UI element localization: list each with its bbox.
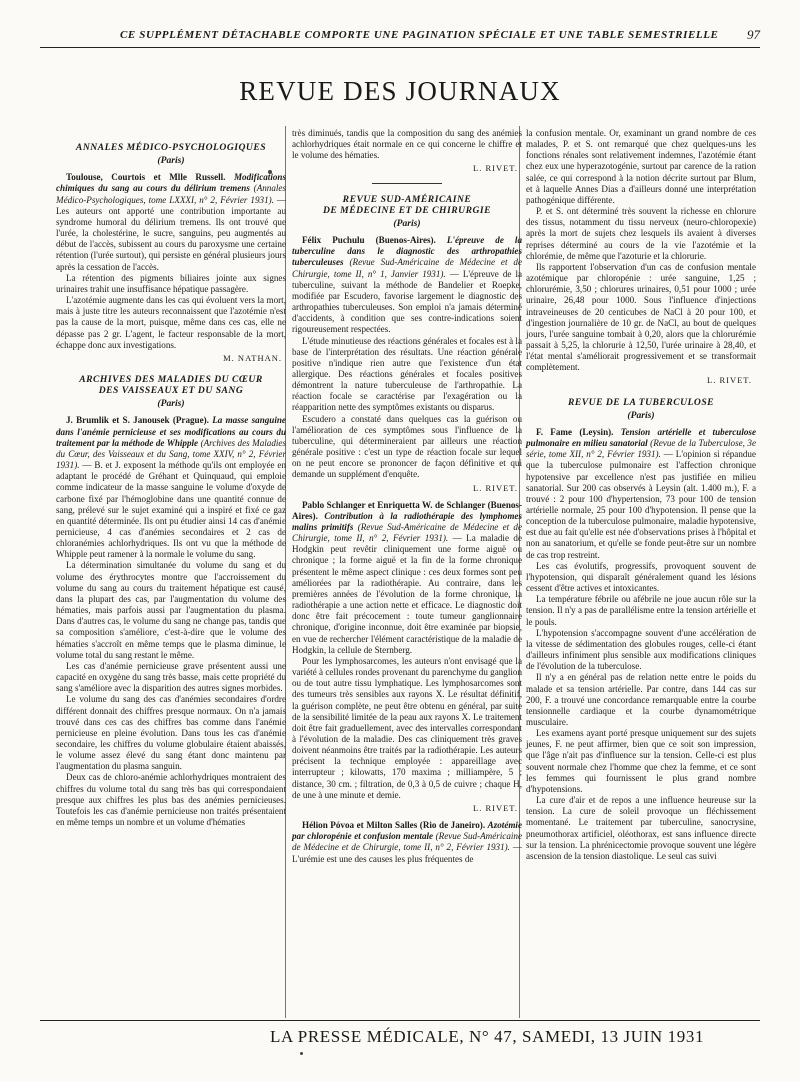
footer-rule: [40, 1020, 760, 1021]
paragraph: Les cas évolutifs, progressifs, provoquent souvent de l'hypotension, qui disparaît généralement quand les lésions cessent d'être actives et intoxicantes.: [526, 560, 756, 594]
paragraph: Les cas d'anémie pernicieuse grave présentent aussi une capacité en oxygène du sang très basse, mais cette propriété du sang s'améliore avec la disparition des autres signes morbides.: [56, 660, 286, 694]
section-heading: REVUE SUD-AMÉRICAINE DE MÉDECINE ET DE CHIRURGIE: [322, 193, 492, 216]
paragraph: La rétention des pigments biliaires jointe aux signes urinaires trahit une insuffisance hépatique passagère.: [56, 272, 286, 294]
article: [56, 172, 286, 272]
article-body: — L'urémie est une des causes les plus fréquentes de: [292, 842, 522, 864]
article-title: La masse sanguine dans l'anémie pernicieuse et ses modifications au cours du traitement par la méthode de Whipple: [56, 415, 286, 448]
article-body: — B. et J. exposent la méthode qu'ils ont employée en adaptant le procédé de Gréhant et Quinquaud, qui emploie comme indicateur de la masse sanguine le volume d'oxyde de carbone fixé par l'hémoglobine dans une quantité connue de sang, prélevé sur le sujet examiné qui a inspiré et fixé ce gaz en quantité déterminée. Ils ont pu étudier ainsi 14 cas d'anémie pernicieuse, 4 cas d'anémies secondaires et 2 cas de chloranémies achlorhydriques. Ils ont vu que la méthode de Whipple peut ramener à la normale le volume du sang.: [56, 460, 286, 560]
ink-dot: [300, 1052, 303, 1055]
article-title: Contribution à la radiothérapie des lymphomes malins primitifs: [292, 510, 523, 532]
paragraph: P. et S. ont déterminé très souvent la richesse en chlorure des tissus, notamment du tissu nerveux (neuro-chloropexie) après la mort de sujets chez lesquels ils avaient à diverses reprises déterminé au cours de la vie l'azotémie et la chlorémie, de même que l'azoturie et la chlorurie.: [526, 206, 756, 261]
article: [56, 415, 286, 560]
running-header: [40, 25, 760, 47]
signature: L. RIVET.: [473, 482, 518, 493]
signature: M. NATHAN.: [223, 352, 282, 363]
paragraph: La cure d'air et de repos a une influence heureuse sur la tension. La cure de soleil provoque un fléchissement momentané. Le traitement par tuberculine, sanocrysine, pneumothorax artificiel, oléothorax, est sans influence directe sur la tension. La phrénicectomie provoque souvent une légère ascension de la tension diastolique. Le seul cas suivi: [526, 795, 756, 861]
section-city: (Paris): [393, 217, 421, 229]
paragraph: La détermination simultanée du volume du sang et du volume des érythrocytes montre que l'accroissement du volume du sang au cours du traitement hépatique est causé, dans la plupart des cas, par l'augmentation du volume des hématies, mais parfois aussi par l'augmentation du plasma. Dans d'autres cas, le volume du sang ne change pas, tandis que sa composition s'améliore, c'est-à-dire que le volume des hématies s'accroît en même temps que le plasma diminue, le volume total du sang restant le même.: [56, 560, 286, 660]
journal-issue-line: LA PRESSE MÉDICALE, N° 47, SAMEDI, 13 JUIN 1931: [270, 1027, 705, 1046]
separator: [372, 183, 442, 184]
section-heading: ANNALES MÉDICO-PSYCHOLOGIQUES: [75, 142, 267, 153]
article-title: Azotémie par chloropénie et confusion mentale: [292, 820, 522, 842]
article-authors: Hélion Póvoa et Milton Salles (Rio de Janeiro).: [302, 820, 486, 831]
paragraph: L'étude minutieuse des réactions générales et focales est à la base de l'interprétation des résultats. Une réaction générale positive n'indique rien autre que l'existence d'un état allergique. Des réactions générales et focales positives démontrent la nature tuberculeuse de l'arthropathie. La réaction focale se caractérise par l'exagération ou la réapparition nette des symptômes existants ou disparus.: [292, 335, 522, 413]
paragraph: Les examens ayant porté presque uniquement sur des sujets jeunes, F. ne peut affirmer, bien que ce soit son impression, que l'âge n'ait pas d'influence sur la tension. Celle-ci est plus souvent normale chez l'homme que chez la femme, et ce sont les femmes qui fournissent le plus grand nombre d'hypotensions.: [526, 728, 756, 794]
column-3: [526, 128, 756, 862]
paragraph: Ils rapportent l'observation d'un cas de confusion mentale azotémique par chloropénie : urée sanguine, 1,25 ; chlorurémie, 3,50 ; chlorures urinaires, 0,51 pour 1000 ; urée urinaire, 26,48 pour 1000. Sous l'influence d'injections intraveineuses de 20 centicubes de NaCl à 20 pour 100, et d'ingestion journalière de 10 gr. de NaCl, au bout de quelques jours, l'urée sanguine tombait à 0,20, alors que la chlorurémie passait à 5,25, la chlorurie à 12,50, l'urée urinaire à 28,40, et l'état mental s'améliorait progressivement et se transformait complètement.: [526, 261, 756, 373]
article-body: — Les auteurs ont apporté une contribution importante au syndrome humoral du délirium tremens. Ils ont trouvé que l'urée, la cholestérine, le sucre, sanguins, peu augmentés au début de l'accès, subissent au cours du paroxysme une certaine rétention (l'urée surtout), qui persiste en général plusieurs jours après la cessation de l'accès.: [56, 194, 287, 272]
article-title: Tension artérielle et tuberculose pulmonaire en milieu sanatorial: [526, 426, 757, 449]
article-reference: (Revue Sud-Américaine de Médecine et de Chirurgie, tome II, n° 1, Janvier 1931).: [292, 257, 523, 279]
article-authors: F. Fame (Leysin).: [536, 426, 614, 437]
section-heading: REVUE DE LA TUBERCULOSE: [567, 396, 715, 408]
header-rule: [40, 47, 760, 48]
signature: L. RIVET.: [707, 375, 752, 386]
signature: L. RIVET.: [473, 802, 518, 813]
article-authors: Félix Puchulu (Buenos-Aires).: [302, 235, 436, 246]
section-heading: ARCHIVES DES MALADIES DU CŒUR DES VAISSEAUX ET DU SANG: [79, 373, 263, 397]
section-city: (Paris): [157, 398, 185, 410]
column-1: [56, 128, 286, 828]
article-title: Modifications chimiques du sang au cours du délirium tremens: [56, 172, 286, 194]
article: [526, 427, 756, 561]
article-reference: (Revue de la Tuberculose, 3e série, tome XII, n° 2, Février 1931).: [526, 438, 756, 460]
paragraph: L'hypotension s'accompagne souvent d'une accélération de la vitesse de sédimentation des globules rouges, celle-ci étant d'ailleurs infiniment plus sensible aux modifications cliniques de l'évolution de la tuberculose.: [526, 627, 756, 672]
running-footer: [40, 1024, 760, 1050]
article-authors: J. Brumlik et S. Janousek (Prague).: [66, 415, 209, 426]
article: [292, 500, 522, 656]
signature: L. RIVET.: [473, 163, 518, 174]
paragraph: La température fébrile ou afébrile ne joue aucun rôle sur la tension. Il n'y a pas de parallélisme entre la tension artérielle et le pouls.: [526, 594, 756, 627]
section-city: (Paris): [627, 409, 655, 421]
article-title: L'épreuve de la tuberculine dans le diagnostic des arthropathies tuberculeuses: [292, 235, 522, 268]
paragraph: la confusion mentale. Or, examinant un grand nombre de ces malades, P. et S. ont remarqué que chez quelques-uns les fonctions rénales sont relativement indemnes, l'azotémie étant chez eux une hyperazotogénie, surtout par carence de la ration salée, ce qui correspond à la notion décrite surtout par Blum, et à laquelle Annes Dias a d'ailleurs donné une interprétation pathogénique différente.: [526, 128, 756, 205]
article-reference: (Archives des Maladies du Cœur, des Vaisseaux et du Sang, tome XXIV, n° 2, Février 1931).: [56, 437, 286, 471]
article: [292, 820, 522, 865]
paragraph: Escudero a constaté dans quelques cas la guérison ou l'amélioration de ces symptômes sous l'influence de la tuberculine, qui détermineraient par ailleurs une réaction générale positive : c'est un type de réaction focale sur lequel on ne peut encore se prononcer de façon définitive et qui demande un supplément d'enquête.: [292, 413, 522, 480]
article-authors: Pablo Schlanger et Enriquetta W. de Schlanger (Buenos-Aires).: [292, 499, 522, 521]
article-body: — L'épreuve de la tuberculine, suivant la méthode de Bandelier et Roepke, modifiée par Escudero, favorise largement le diagnostic des arthropathies tuberculeuses. Son emploi n'a jamais déterminé d'accidents, à condition que ses contre-indications soient rigoureusement respectées.: [292, 268, 523, 335]
masthead-title: REVUE DES JOURNAUX: [239, 76, 561, 106]
paragraph: Le volume du sang des cas d'anémies secondaires d'ordre différent donnait des chiffres presque normaux. On n'a jamais trouvé dans ces cas des chiffres bas comme dans l'anémie pernicieuse en pleine évolution. Dans tous les cas d'anémie secondaire, les chiffres du volume globulaire étaient abaissés, le volume assez élevé du sang étant donc maintenu par l'augmentation du plasma sanguin.: [56, 694, 286, 772]
paragraph: très diminués, tandis que la composition du sang des anémies achlorhydriques était normale en ce qui concerne le chiffre et le volume des hématies.: [292, 128, 522, 161]
column-2: [292, 128, 522, 865]
paragraph: L'azotémie augmente dans les cas qui évoluent vers la mort, mais à juste titre les auteurs reconnaissent que l'azotémie n'est pas la cause de la mort, puisque, même dans ces cas, elle ne dépasse pas 2 gr. L'agent, le facteur responsable de la mort, échappe donc aux investigations.: [56, 295, 286, 350]
article-reference: (Revue Sud-Américaine de Médecine et de Chirurgie, tome II, n° 2, Février 1931).: [292, 831, 522, 853]
section-city: (Paris): [157, 155, 185, 167]
paragraph: Pour les lymphosarcomes, les auteurs n'ont envisagé que la variété à cellules rondes provenant du parenchyme du ganglion ou de tout autre tissu lymphatique. Les lymphosarcomes sont des tumeurs très sensibles aux rayons X. Le résultat définitif, la guérison complète, ne peut être obtenu en général, par suite de la sensibilité limitée de la peau aux rayons X. Le traitement doit être fait graduellement, avec des intervalles correspondant à l'évolution de la maladie. Des cas cliniquement très graves doivent néanmoins être traités par la radiothérapie. Les auteurs précisent la technique employée : appareillage avec interrupteur ; kilowatts, 170 maxima ; milliampère, 5 ; distance, 30 cm. ; filtration, de 0,3 à 0,5 de cuivre ; chaque H, de une à une minute et demie.: [292, 655, 522, 800]
article-reference: (Revue Sud-Américaine de Médecine et de Chirurgie, tome II, n° 2, Février 1931).: [292, 522, 522, 544]
article: [292, 235, 522, 335]
article-body: — L'opinion si répandue que la tuberculose pulmonaire est l'affection chronique hypotensive par excellence n'est pas justifiée en milieu sanatorial. Sur 200 cas observés à Leysin (alt. 1.400 m.), F. a trouvé : 2 pour 100 d'hypertension, 73 pour 100 de tension artérielle normale, 25 pour 100 d'hypotension. Il pense que la conception de la tuberculose pulmonaire, maladie hypotensive, est due au fait qu'elle est née d'observations prises à l'hôpital et non au sanatorium, et qu'elle se fonde peut-être sur un nombre de cas trop restreint.: [526, 449, 757, 560]
article-authors: Toulouse, Courtois et Mlle Russell.: [66, 172, 226, 183]
page-number: 97: [747, 27, 760, 42]
paragraph: Deux cas de chloro-anémie achlorhydriques montraient des chiffres du volume total du sang très bas qui correspondaient presque aux chiffres les plus bas des anémies pernicieuses. Toutefois les cas d'anémie pernicieuse non traités présentaient en même temps un nombre et un volume d'hématies: [56, 772, 286, 828]
article-body: — La maladie de Hodgkin peut revêtir cliniquement une forme aiguë ou chronique ; la forme aiguë et la fin de la forme chronique présentent le même aspect clinique : ces deux formes sont peu améliorées par la radiothérapie. Au contraire, dans les premières années de l'évolution de la forme chronique, la radiothérapie a une action nette et efficace. Le diagnostic doit donc être fait précocement : toute tumeur ganglionnaire chronique, d'origine inconnue, doit être examinée par biopsie, en vue de rechercher l'élément caractéristique de la maladie de Hodgkin, la cellule de Sternberg.: [292, 533, 522, 655]
supplement-notice: CE SUPPLÉMENT DÉTACHABLE COMPORTE UNE PAGINATION SPÉCIALE ET UNE TABLE SEMESTRIELLE: [120, 29, 719, 41]
article-reference: (Annales Médico-Psychologiques, tome LXXXI, n° 2, Février 1931).: [56, 183, 286, 205]
paragraph: Il n'y a en général pas de relation nette entre le poids du malade et sa tension artérielle. Par contre, dans 144 cas sur 200, F. a trouvé une concordance remarquable entre la courbe tensionnelle cardiaque et la courbe dynamométrique musculaire.: [526, 672, 756, 727]
